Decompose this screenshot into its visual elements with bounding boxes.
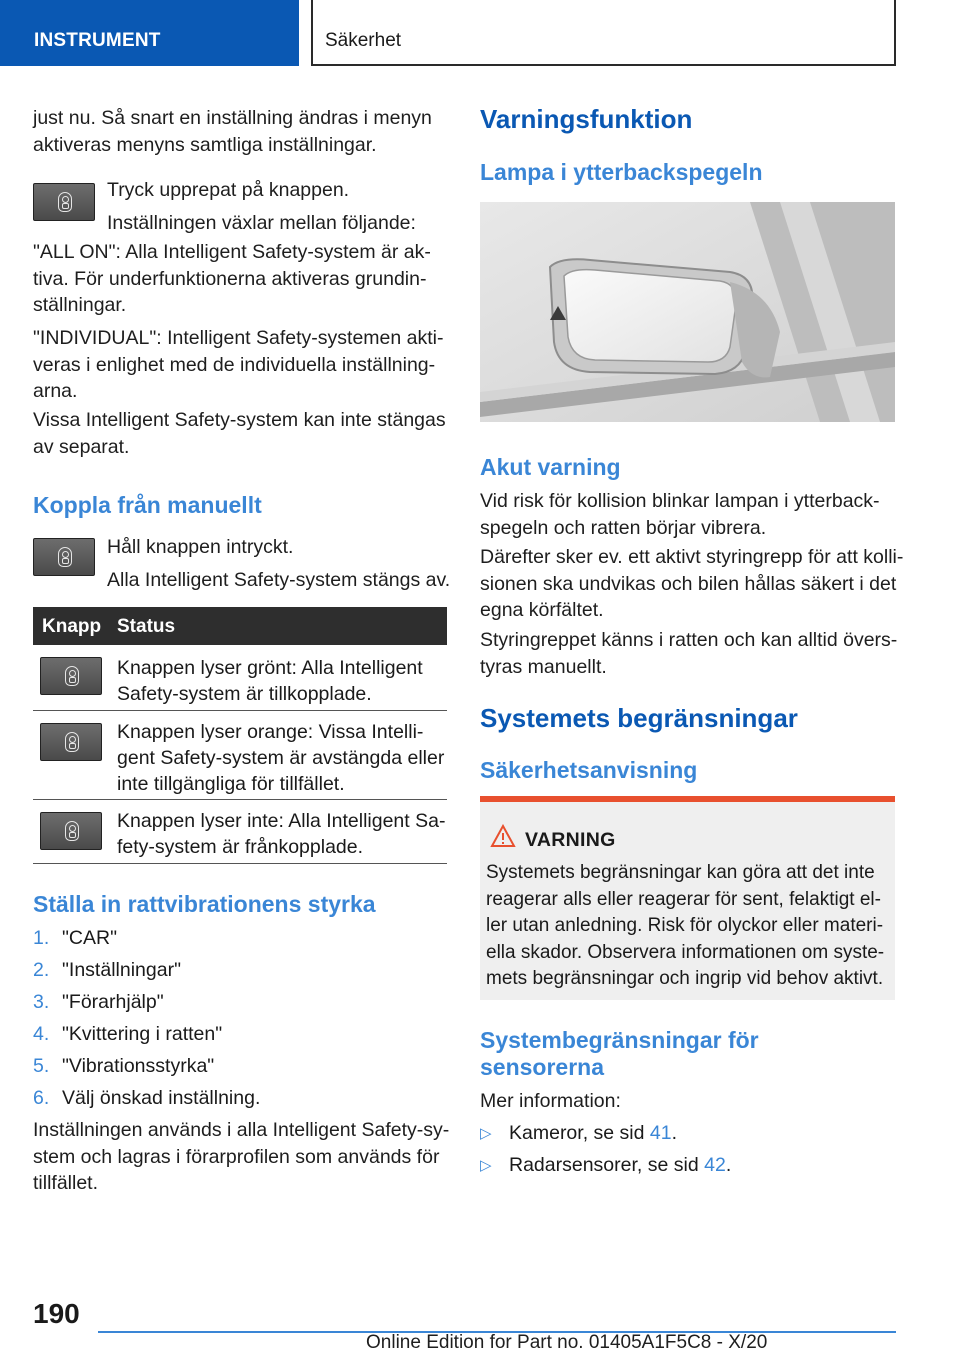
heading-warning-function: Varningsfunktion	[480, 104, 693, 134]
list-text: "Vibrationsstyrka"	[62, 1055, 215, 1077]
text-line: Därefter sker ev. ett aktivt styringrepp för att kolli-	[480, 546, 904, 568]
text-line: aktiveras menyns samtliga inställningar.	[33, 133, 377, 156]
bullet-triangle-icon: ▷	[480, 1125, 492, 1142]
text-line: tyras manuellt.	[480, 655, 607, 678]
text-line: Systemets begränsningar kan göra att det inte	[486, 862, 875, 883]
heading-mirror-lamp: Lampa i ytterbackspegeln	[480, 159, 763, 185]
list-number: 4.	[33, 1023, 50, 1045]
text-line: ler utan anledning. Risk för olyckor eller materi-	[486, 915, 884, 936]
text-line: inte tillgängliga för tillfället.	[117, 773, 345, 795]
heading-line: Systembegränsningar för	[480, 1027, 759, 1053]
footer-edition: Online Edition for Part no. 01405A1F5C8 - X/20	[366, 1332, 768, 1353]
bullet-text: Radarsensorer, se sid	[509, 1154, 705, 1176]
manual-paragraph	[107, 534, 450, 593]
heading-acute-warning: Akut varning	[480, 454, 621, 480]
text-line: Inställningen används i alla Intelligent Safety-sy-	[33, 1119, 450, 1141]
bullet-end: .	[725, 1154, 732, 1176]
button-off-icon	[40, 812, 102, 850]
list-text	[509, 1120, 677, 1146]
text-line: Alla Intelligent Safety-system stängs av.	[107, 568, 451, 591]
text-line: Knappen lyser grönt: Alla Intelligent	[117, 657, 423, 679]
text-line: Tryck upprepat på knappen.	[107, 179, 350, 201]
text-line: reagerar alls eller reagerar för sent, felaktigt el-	[486, 888, 881, 910]
heading-system-limits: Systemets begränsningar	[480, 703, 798, 733]
column-header-button: Knapp	[42, 616, 102, 637]
warning-triangle-icon	[490, 824, 516, 848]
table-header	[33, 607, 447, 645]
button-status-table	[33, 607, 447, 864]
page-link-41[interactable]: 41	[649, 1122, 672, 1144]
text-line: veras i enlighet med de individuella inställning-	[33, 353, 436, 376]
acute-paragraph-1	[480, 488, 880, 541]
intelligent-safety-button-icon	[33, 183, 95, 221]
text-line: arna.	[33, 380, 78, 402]
text-line: egna körfältet.	[480, 599, 604, 621]
closing-paragraph	[33, 1117, 449, 1197]
text-line: ställningar.	[33, 294, 127, 316]
table-row	[33, 711, 447, 800]
text-line: Håll knappen intryckt.	[107, 536, 294, 558]
list-text: "Inställningar"	[62, 959, 181, 981]
text-line: tiva. För underfunktionerna aktiveras grundin-	[33, 267, 427, 290]
text-line: "ALL ON": Alla Intelligent Safety-system är ak-	[33, 241, 431, 263]
all-on-paragraph	[33, 239, 431, 319]
heading-sensor-limits	[480, 1027, 759, 1081]
section-tab[interactable]: INSTRUMENT	[0, 0, 299, 66]
text-line: Vissa Intelligent Safety-system kan inte stängas	[33, 409, 446, 431]
bullet-end: .	[671, 1122, 678, 1144]
list-text: Välj önskad inställning.	[62, 1087, 261, 1109]
list-text	[509, 1152, 731, 1178]
text-line: sionen ska undvikas och bilen hållas säkert i det	[480, 572, 897, 595]
chapter-title: Säkerhet	[311, 0, 896, 66]
column-header-status: Status	[117, 616, 176, 637]
heading-manual-off: Koppla från manuellt	[33, 492, 262, 518]
note-paragraph	[33, 407, 446, 460]
intelligent-safety-button-icon	[33, 538, 95, 576]
button-green-icon	[40, 657, 102, 695]
text-line: tillfället.	[33, 1172, 99, 1194]
warning-title: VARNING	[525, 829, 616, 851]
page-link-42[interactable]: 42	[704, 1154, 726, 1176]
text-line: just nu. Så snart en inställning ändras i menyn	[33, 107, 432, 129]
text-line: Inställningen växlar mellan följande:	[107, 211, 416, 234]
heading-vibration: Ställa in rattvibrationens styrka	[33, 891, 376, 917]
step-press-paragraph	[107, 177, 416, 236]
warning-body	[486, 860, 891, 993]
individual-paragraph	[33, 325, 444, 405]
list-text: "Kvittering i ratten"	[62, 1023, 223, 1045]
bullet-text: Kameror, se sid	[509, 1122, 650, 1144]
text-line: "INDIVIDUAL": Intelligent Safety-systemen akti-	[33, 327, 444, 349]
list-number: 5.	[33, 1055, 50, 1077]
text-line: Vid risk för kollision blinkar lampan i ytterback-	[480, 490, 880, 512]
acute-paragraph-3	[480, 627, 897, 680]
table-row	[33, 800, 447, 864]
list-number: 3.	[33, 991, 50, 1013]
warning-box	[480, 796, 895, 1000]
status-cell	[117, 808, 447, 860]
heading-safety-notice: Säkerhetsanvisning	[480, 757, 698, 783]
text-line: Knappen lyser inte: Alla Intelligent Sa-	[117, 810, 446, 832]
text-line: Safety-system är tillkopplade.	[117, 683, 372, 705]
list-text: "CAR"	[62, 927, 118, 949]
intro-paragraph	[33, 105, 432, 158]
text-line: Styringreppet känns i ratten och kan alltid övers-	[480, 629, 898, 651]
text-line: ella skador. Observera informationen om syste-	[486, 941, 885, 963]
status-cell	[117, 655, 447, 707]
table-row	[33, 645, 447, 711]
text-line: fety-system är frånkopplade.	[117, 836, 364, 858]
list-number: 2.	[33, 959, 50, 981]
text-line: stem och lagras i förarprofilen som används för	[33, 1145, 440, 1168]
list-number: 6.	[33, 1087, 50, 1109]
status-cell	[117, 719, 447, 797]
text-line: av separat.	[33, 435, 130, 458]
button-orange-icon	[40, 723, 102, 761]
side-mirror-illustration	[480, 202, 895, 422]
more-info-label: Mer information:	[480, 1090, 621, 1112]
heading-line: sensorerna	[480, 1054, 605, 1080]
list-number: 1.	[33, 927, 50, 949]
bullet-triangle-icon: ▷	[480, 1157, 492, 1174]
text-line: mets begränsningar och ingrip vid behov aktivt.	[486, 968, 884, 989]
acute-paragraph-2	[480, 544, 903, 624]
page-number: 190	[33, 1298, 80, 1329]
text-line: Knappen lyser orange: Vissa Intelli-	[117, 721, 424, 743]
list-text: "Förarhjälp"	[62, 991, 164, 1013]
text-line: gent Safety-system är avstängda eller	[117, 747, 445, 769]
text-line: spegeln och ratten börjar vibrera.	[480, 516, 767, 539]
